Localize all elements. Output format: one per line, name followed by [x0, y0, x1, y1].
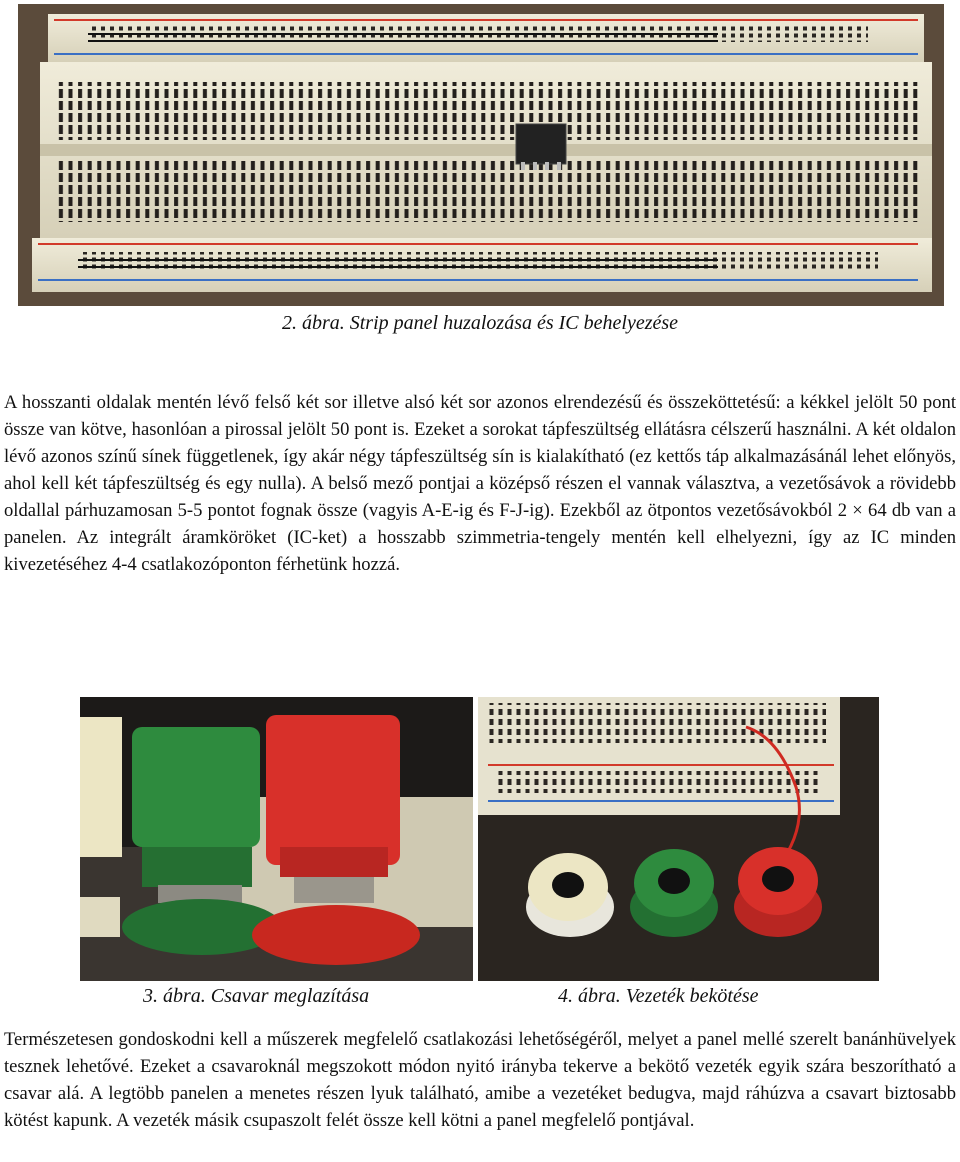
paragraph-breadboard-layout: A hosszanti oldalak mentén lévő felső két sor illetve alsó két sor azonos elrendezésű és összeköttetésű: a kékkel jelölt 50 pont össze van kötve, hasonlóan a pirossal jelölt 50 pont is. Ezeket a sorokat tápfeszültség ellátásra célszerű használni. A két oldalon lévő azonos színű sínek függetlenek, így akár négy tápfeszültség sín is kialakítható (ez kettős táp alkalmazásánál lehet előnyös, ahol kell két tápfeszültség és egy nulla). A belső mező pontjai a középső részen el vannak választva, a vezetősávok a rövidebb oldallal párhuzamosan 5-5 pontot fognak össze (vagyis A-E-ig és F-J-ig). Ezekből az ötpontos vezetősávokból 2 × 64 db van a panelen. Az integrált áramköröket (IC-ket) a hosszabb szimmetria-tengely mentén kell elhelyezni, így az IC minden kivezetéséhez 4-4 csatlakozóponton férhetünk hozzá.	[4, 392, 956, 575]
breadboard-photo-icon	[18, 4, 944, 306]
figure-2-caption: 2. ábra. Strip panel huzalozása és IC behelyezése	[281, 312, 679, 334]
figure-3-caption: 3. ábra. Csavar meglazítása	[143, 985, 370, 1007]
binding-posts-photo	[80, 697, 473, 981]
figure-4-caption: 4. ábra. Vezeték bekötése	[558, 985, 759, 1007]
wire-connected-binding-posts-icon	[478, 697, 879, 981]
paragraph-binding-posts: Természetesen gondoskodni kell a műszerek megfelelő csatlakozási lehetőségéről, melyet a panel mellé szerelt banánhüvelyek tesznek lehetővé. Ezeket a csavaroknál megszokott módon nyitó irányba tekerve a bekötő vezeték egyik szára beszorítható a csavar alá. A legtöbb panelen a menetes részen lyuk található, amibe a vezetéket bedugva, majd ráhúzva a csavart biztosabb kötést kapunk. A vezeték másik csupaszolt felét össze kell kötni a panel megfelelő pontjával.	[4, 1029, 956, 1131]
breadboard-photo	[18, 4, 944, 306]
wire-connection-photo	[478, 697, 879, 981]
binding-post-screws-icon	[80, 697, 473, 981]
